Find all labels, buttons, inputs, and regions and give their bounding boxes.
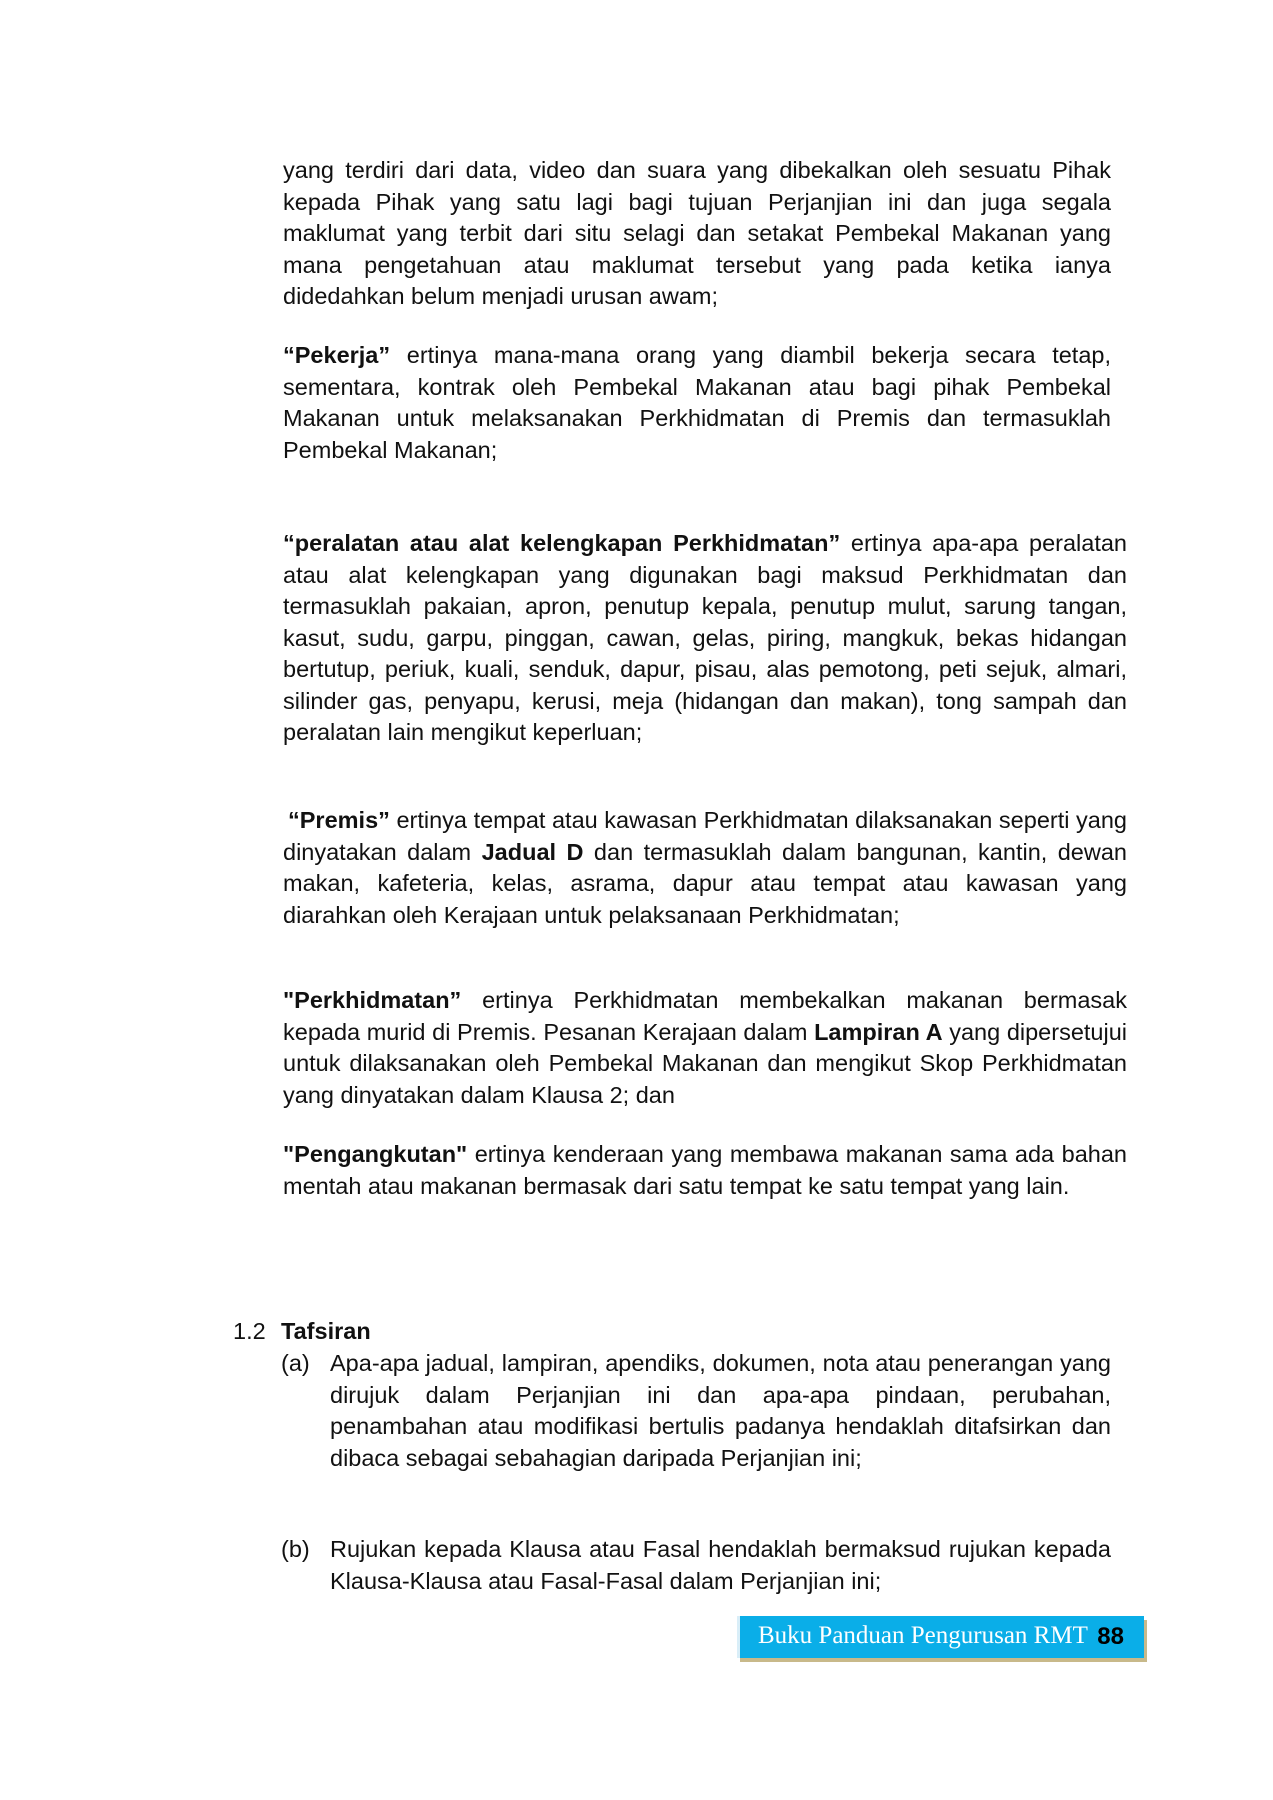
term: “Pekerja” xyxy=(283,342,391,368)
definition-text: ertinya kenderaan yang membawa makanan sama ada bahan mentah atau makanan bermasak dari satu tempat ke satu tempat yang lain. xyxy=(283,1141,1127,1199)
term-ref: Jadual D xyxy=(481,838,584,865)
list-item xyxy=(281,1348,1111,1474)
item-label: (b) xyxy=(281,1536,310,1562)
term: "Perkhidmatan” xyxy=(283,987,462,1013)
item-text: Rujukan kepada Klausa atau Fasal hendaklah bermaksud rujukan kepada Klausa-Klausa atau Fasal-Fasal dalam Perjanjian ini; xyxy=(330,1536,1111,1594)
definition-pekerja xyxy=(283,340,1111,466)
item-label: (a) xyxy=(281,1350,310,1376)
page-number: 88 xyxy=(1097,1623,1124,1650)
section-heading xyxy=(233,1316,371,1348)
definition-peralatan xyxy=(283,528,1127,749)
definition-pengangkutan xyxy=(283,1139,1127,1202)
definition-perkhidmatan xyxy=(283,985,1127,1111)
definition-text: yang dipersetujui untuk dilaksanakan oleh Pembekal Makanan dan mengikut Skop Perkhidmatan yang dinyatakan dalam Klausa 2; dan xyxy=(283,1018,1128,1108)
definition-text: ertinya Perkhidmatan membekalkan makanan bermasak kepada murid di Premis. Pesanan Kerajaan dalam xyxy=(283,987,1127,1045)
definition-text: dan termasuklah dalam bangunan, kantin, dewan makan, kafeteria, kelas, asrama, dapur atau tempat atau kawasan yang diarahkan oleh Kerajaan untuk pelaksanaan Perkhidmatan; xyxy=(283,838,1127,928)
paragraph-text: yang terdiri dari data, video dan suara yang dibekalkan oleh sesuatu Pihak kepada Pihak yang satu lagi bagi tujuan Perjanjian ini dan juga segala maklumat yang terbit dari situ selagi dan setakat Pembekal Makanan yang mana pengetahuan atau maklumat tersebut yang pada ketika ianya didedahkan belum menjadi urusan awam; xyxy=(283,157,1111,309)
term: “peralatan atau alat kelengkapan Perkhidmatan” xyxy=(283,530,841,556)
paragraph-confidential-info xyxy=(283,155,1111,313)
list-item xyxy=(281,1534,1111,1597)
section-number: 1.2 xyxy=(233,1318,266,1344)
section-title: Tafsiran xyxy=(281,1318,371,1344)
term: “Premis” xyxy=(288,807,390,833)
footer-title: Buku Panduan Pengurusan RMT xyxy=(758,1622,1088,1649)
term: "Pengangkutan" xyxy=(283,1141,468,1167)
definition-text: ertinya tempat atau kawasan Perkhidmatan dilaksanakan seperti yang dinyatakan dalam xyxy=(283,807,1127,865)
definition-text: ertinya mana-mana orang yang diambil bekerja secara tetap, sementara, kontrak oleh Pembekal Makanan atau bagi pihak Pembekal Makanan untuk melaksanakan Perkhidmatan di Premis dan termasuklah Pembekal Makanan; xyxy=(283,342,1111,463)
term-ref: Lampiran A xyxy=(814,1018,943,1045)
footer-banner xyxy=(737,1616,1144,1658)
definition-text: ertinya apa-apa peralatan atau alat kelengkapan yang digunakan bagi maksud Perkhidmatan dan termasuklah pakaian, apron, penutup kepala, penutup mulut, sarung tangan, kasut, sudu, garpu, pinggan, cawan, gelas, piring, mangkuk, bekas hidangan bertutup, periuk, kuali, senduk, dapur, pisau, alas pemotong, peti sejuk, almari, silinder gas, penyapu, kerusi, meja (hidangan dan makan), tong sampah dan peralatan lain mengikut keperluan; xyxy=(283,530,1127,745)
definition-premis xyxy=(283,805,1127,931)
item-text: Apa-apa jadual, lampiran, apendiks, dokumen, nota atau penerangan yang dirujuk dalam Perjanjian ini dan apa-apa pindaan, perubahan, penambahan atau modifikasi bertulis padanya hendaklah ditafsirkan dan dibaca sebagai sebahagian daripada Perjanjian ini; xyxy=(330,1350,1111,1471)
